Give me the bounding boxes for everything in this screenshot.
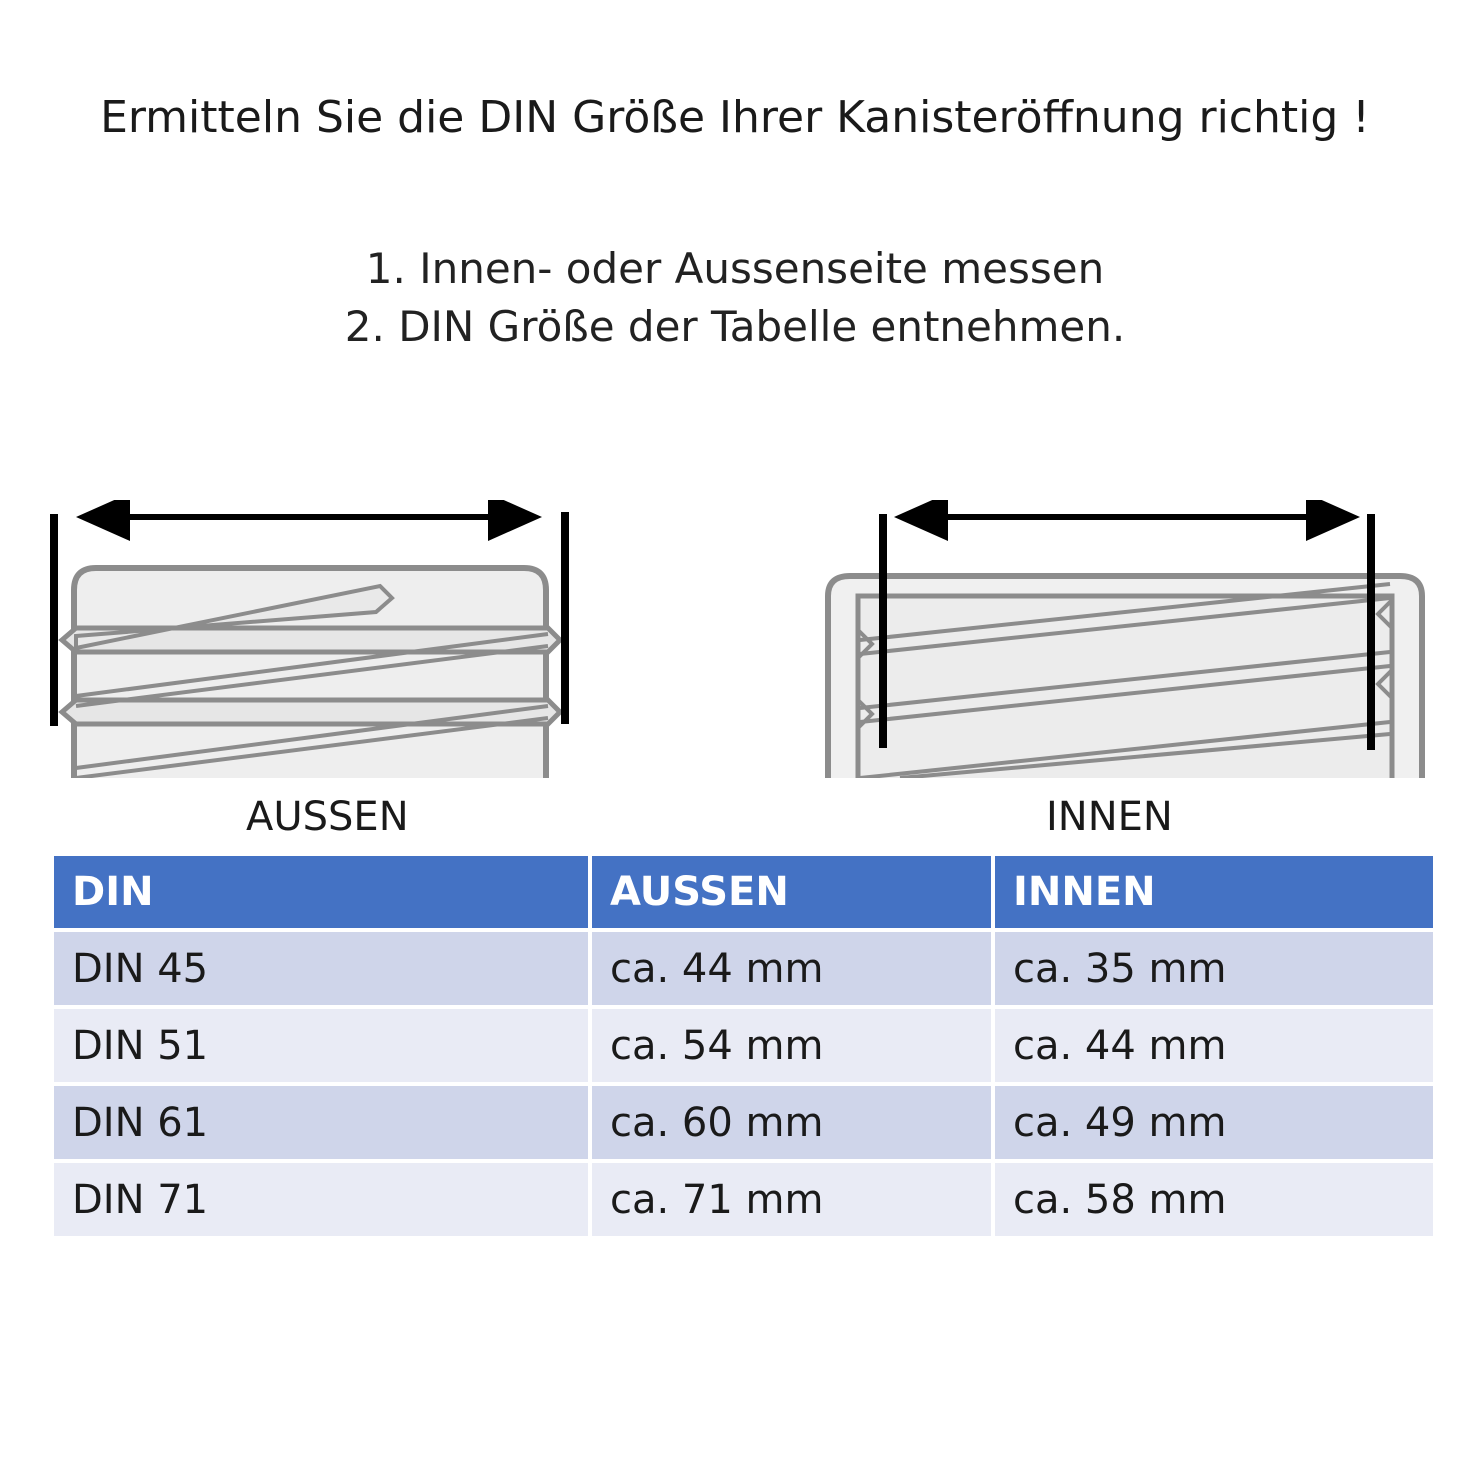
inner-thread-icon	[828, 514, 1422, 778]
cell-aussen: ca. 71 mm	[590, 1161, 993, 1238]
cell-innen: ca. 35 mm	[993, 930, 1433, 1007]
cell-aussen: ca. 44 mm	[590, 930, 993, 1007]
page-title: Ermitteln Sie die DIN Größe Ihrer Kanisteröffnung richtig !	[100, 92, 1370, 143]
cell-innen: ca. 49 mm	[993, 1084, 1433, 1161]
instructions	[0, 240, 1470, 356]
step-1: 1. Innen- oder Aussenseite messen	[365, 244, 1105, 293]
outer-thread-icon	[54, 512, 565, 778]
header-din: DIN	[54, 856, 590, 930]
cell-innen: ca. 58 mm	[993, 1161, 1433, 1238]
outer-caption: AUSSEN	[246, 794, 409, 840]
cell-aussen: ca. 54 mm	[590, 1007, 993, 1084]
cell-innen: ca. 44 mm	[993, 1007, 1433, 1084]
table-row	[54, 1007, 1433, 1084]
header-aussen: AUSSEN	[590, 856, 993, 930]
table-header-row	[54, 856, 1433, 930]
din-size-table	[54, 856, 1433, 1240]
cell-din: DIN 45	[54, 930, 590, 1007]
cell-din: DIN 61	[54, 1084, 590, 1161]
measurement-diagrams	[0, 500, 1470, 790]
cell-din: DIN 51	[54, 1007, 590, 1084]
cell-din: DIN 71	[54, 1161, 590, 1238]
table-row	[54, 930, 1433, 1007]
step-2: 2. DIN Größe der Tabelle entnehmen.	[344, 302, 1126, 351]
inner-caption: INNEN	[1046, 794, 1173, 840]
cell-aussen: ca. 60 mm	[590, 1084, 993, 1161]
header-innen: INNEN	[993, 856, 1433, 930]
table-row	[54, 1161, 1433, 1238]
table-row	[54, 1084, 1433, 1161]
